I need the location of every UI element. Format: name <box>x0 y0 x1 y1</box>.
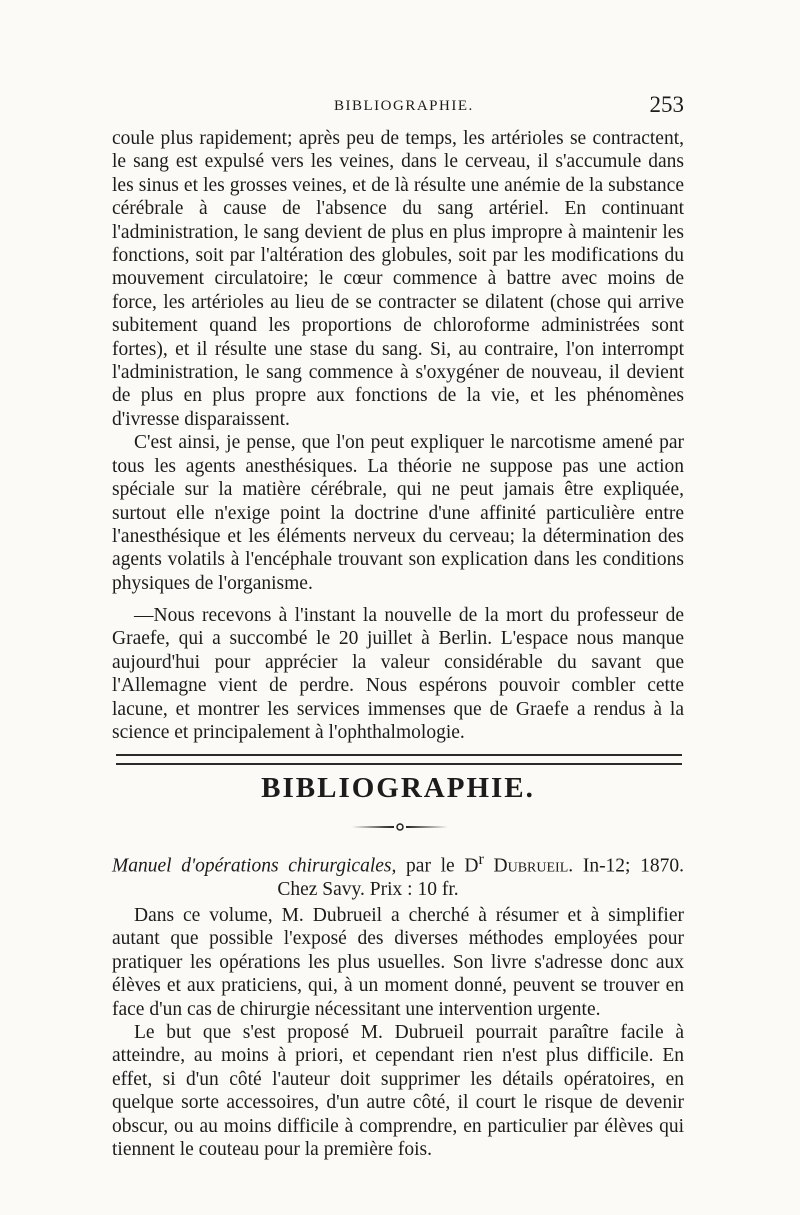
book-publisher: Chez Savy. Prix : 10 fr. <box>277 878 459 900</box>
review-paragraph: Dans ce volume, M. Dubrueil a cherché à résumer et à simplifier autant que possible l'exposé des diverses méthodes employées pour pratiquer les opérations les plus usuelles. Son livre s'adresse donc aux élèves et aux praticiens, qui, à un moment donné, peuvent se trouver en face d'un cas de chirurgie nécessitant une intervention urgente. <box>112 905 684 1020</box>
book-details: . In-12; 1870. <box>568 855 685 877</box>
news-block <box>112 604 684 744</box>
book-title: Manuel d'opérations chirurgicales, <box>112 855 397 877</box>
book-entry-line <box>112 848 684 878</box>
running-head-title: BIBLIOGRAPHIE. <box>334 98 474 114</box>
section-divider <box>116 754 682 765</box>
book-by: par le D <box>406 855 479 877</box>
paragraph-graefe-news: —Nous recevons à l'instant la nouvelle de la mort du professeur de Graefe, qui a succombé le 20 juillet à Berlin. L'espace nous manque aujourd'hui pour apprécier la valeur considérable du savant que l'Allemagne vient de perdre. Nous espérons pouvoir combler cette lacune, et montrer les services immenses que de Graefe a rendus à la science et principalement à l'ophthalmologie. <box>112 605 684 744</box>
review-block <box>112 904 684 1161</box>
book-entry <box>112 848 684 901</box>
ornament-divider-icon <box>350 822 450 832</box>
main-text-block <box>112 127 684 595</box>
paragraph-continuation: coule plus rapidement; après peu de temps, les artérioles se contractent, le sang est expulsé vers les veines, dans le cerveau, il s'accumule dans les sinus et les grosses veines, et de là résulte une anémie de la substance cérébrale à cause de l'absence du sang artériel. En continuant l'administration, le sang devient de plus en plus impropre à maintenir les fonctions, soit par l'altération des globules, soit par les modifications du mouvement circulatoire; le cœur commence à battre avec moins de force, les artérioles au lieu de se contracter se dilatent (chose qui arrive subitement quand les proportions de chloroforme administrées sont fortes), et il résulte une stase du sang. Si, au contraire, l'on interrompt l'administration, le sang commence à s'oxygéner de nouveau, il devient de plus en plus propre aux fonctions de la vie, et les phénomènes d'ivresse disparaissent. <box>112 128 684 430</box>
paragraph-narcotism: C'est ainsi, je pense, que l'on peut expliquer le narcotisme amené par tous les agents anesthésiques. La théorie ne suppose pas une action spéciale sur la matière cérébrale, qui ne peut jamais être expliquée, surtout elle n'exige point la doctrine d'une affinité particulière entre l'anesthésique et les éléments nerveux du cerveau; la détermination des agents volatils à l'encéphale trouvant son explication dans les conditions physiques de l'organisme. <box>112 432 684 594</box>
review-paragraph: Le but que s'est proposé M. Dubrueil pourrait paraître facile à atteindre, au moins à priori, et cependant rien n'est plus difficile. En effet, si d'un côté l'auteur doit supprimer les détails opératoires, en quelque sorte accessoires, d'un autre côté, il court le risque de devenir obscur, ou au moins difficile à comprendre, en particulier par élèves qui tiennent le couteau pour la première fois. <box>112 1022 684 1161</box>
book-author: Dubrueil <box>493 855 569 877</box>
section-title: BIBLIOGRAPHIE. <box>261 772 535 804</box>
book-dr-sup: r <box>478 850 484 868</box>
running-head <box>112 92 684 122</box>
page-number: 253 <box>649 92 684 117</box>
